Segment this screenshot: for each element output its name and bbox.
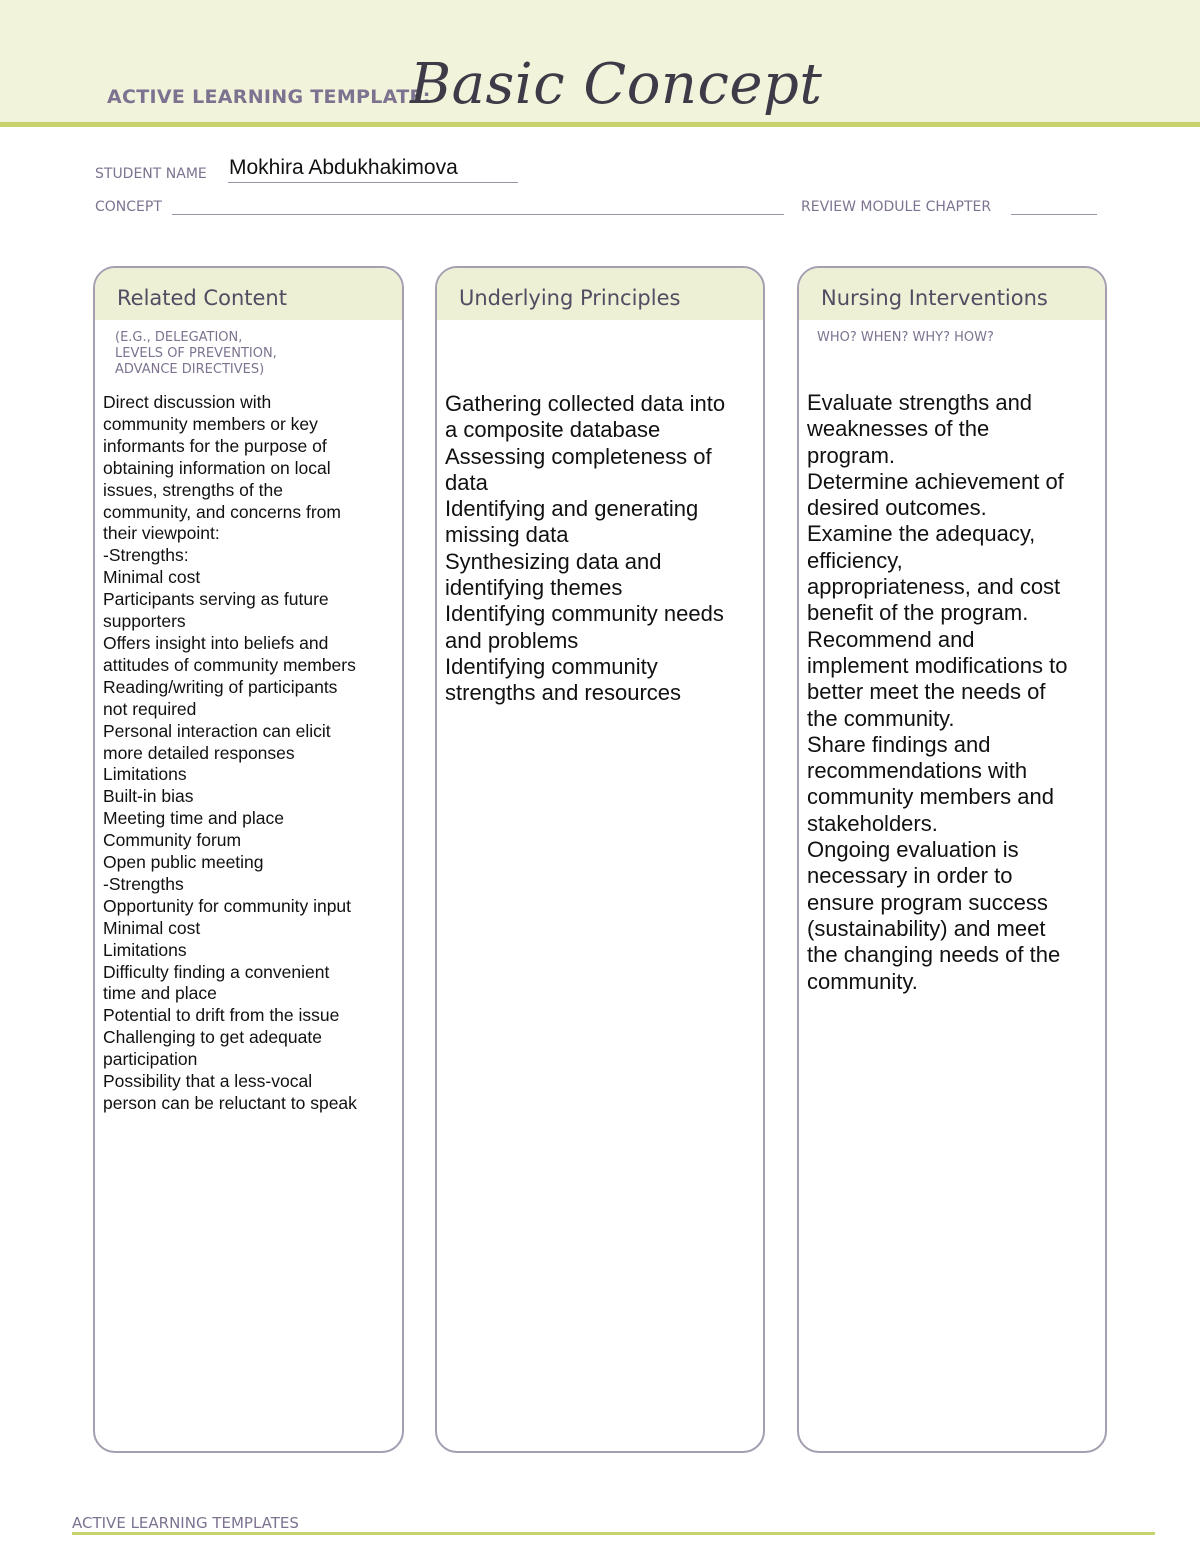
nursing-interventions-hint: WHO? WHEN? WHY? HOW? — [817, 330, 994, 345]
related-content-title: Related Content — [117, 286, 287, 310]
concept-label: CONCEPT — [95, 199, 162, 215]
related-content-text: Direct discussion with community members or key informants for the purpose of obtaining information on local issues, strengths of the community, and concerns from their viewpoint: -Strengths: Minimal cost Participants serving as future supporters Offers insight into beliefs and attitudes of community members Reading/writing of participants not required Personal interaction can elicit more detailed responses Limitations Built-in bias Meeting time and place Community forum Open public meeting -Strengths Opportunity for community input Minimal cost Limitations Difficulty finding a convenient time and place Potential to drift from the issue Challenging to get adequate participation Possibility that a less-vocal person can be reluctant to speak — [103, 392, 357, 1113]
review-module-chapter-label: REVIEW MODULE CHAPTER — [801, 199, 992, 215]
student-name-value: Mokhira Abdukhakimova — [229, 156, 458, 179]
related-content-panel — [93, 266, 404, 1453]
template-label: ACTIVE LEARNING TEMPLATE: — [107, 86, 431, 108]
footer-divider — [72, 1532, 1155, 1535]
nursing-interventions-panel — [797, 266, 1107, 1453]
concept-field[interactable] — [172, 196, 784, 215]
underlying-principles-panel — [435, 266, 765, 1453]
nursing-interventions-title: Nursing Interventions — [821, 286, 1048, 310]
student-name-label: STUDENT NAME — [95, 166, 207, 182]
nursing-interventions-text: Evaluate strengths and weaknesses of the program. Determine achievement of desired outcomes. Examine the adequacy, efficiency, appropriateness, and cost benefit of the program. Recommend and implement modifications to better meet the needs of the community. Share findings and recommendations with community members and stakeholders. Ongoing evaluation is necessary in order to ensure program success (sustainability) and meet the changing needs of the community. — [807, 390, 1068, 994]
underlying-principles-text: Gathering collected data into a composite database Assessing completeness of data Identifying and generating missing data Synthesizing data and identifying themes Identifying community needs and problems Identifying community strengths and resources — [445, 391, 726, 706]
footer-label: ACTIVE LEARNING TEMPLATES — [72, 1514, 299, 1532]
page-title: Basic Concept — [410, 52, 823, 117]
underlying-principles-title: Underlying Principles — [459, 286, 681, 310]
header-divider — [0, 122, 1200, 127]
related-content-hint: (E.G., DELEGATION, LEVELS OF PREVENTION, ADVANCE DIRECTIVES) — [115, 330, 277, 377]
review-module-chapter-field[interactable] — [1011, 196, 1097, 215]
